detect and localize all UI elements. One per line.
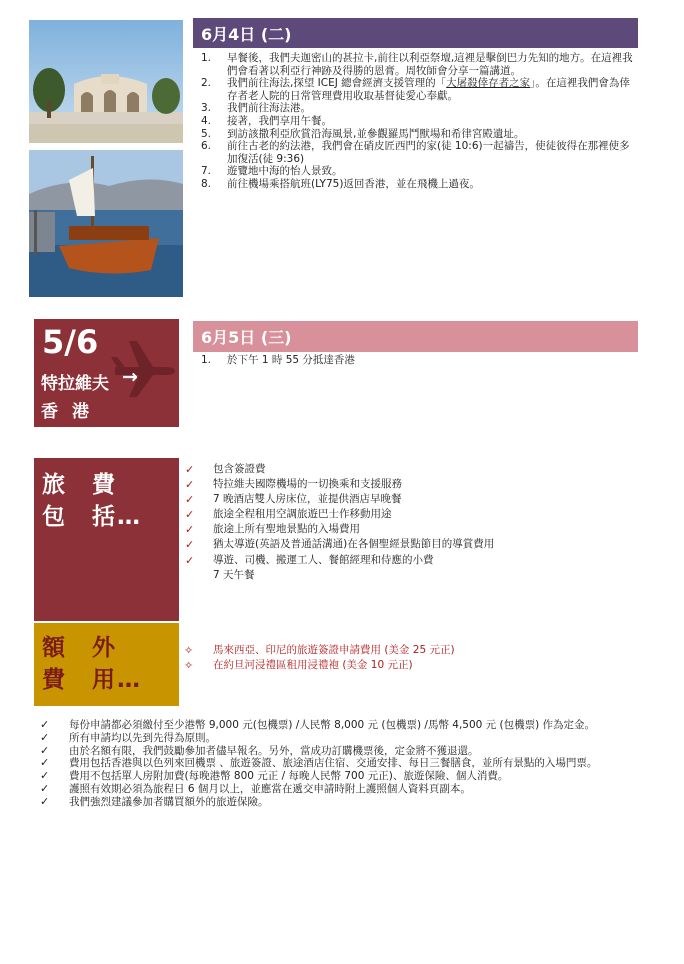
check-icon: ✓ (40, 781, 50, 795)
item-number: 5. (201, 127, 212, 140)
list-item (183, 462, 633, 477)
fee-included-list (183, 462, 633, 583)
from-city: 特拉維夫 (41, 374, 109, 394)
airplane-icon (109, 337, 179, 397)
terms-list (40, 719, 640, 809)
check-icon: ✓ (185, 553, 195, 567)
day2-header-text: 6月5日 (三) (201, 328, 292, 347)
list-item (183, 492, 633, 507)
item-text: 我們強烈建議參加者購買額外的旅遊保險。 (69, 795, 269, 808)
item-number: 1. (201, 52, 212, 64)
check-icon: ✓ (185, 538, 195, 552)
list-item (197, 115, 637, 128)
church-photo-image (29, 20, 183, 143)
item-text: 猶太導遊(英語及普通話溝通)在各個聖經景點節目的導賞費用 (213, 538, 495, 551)
list-item (40, 719, 640, 732)
item-text: 由於名額有限，我們鼓勵參加者儘早報名。另外，當成功訂購機票後，定金將不獲退還。 (69, 744, 479, 757)
list-item (183, 522, 633, 537)
check-icon: ✓ (40, 743, 50, 757)
list-item (40, 796, 640, 809)
boat-photo-image (29, 150, 183, 297)
item-text: 早餐後，我們夫迦密山的甚拉卡,前往以利亞祭壇,這裡是擊倒巴力先知的地方。在這裡我們會看著以利亞行神跡及得勝的恩膏。周牧師會分享一篇講道。 (227, 52, 633, 77)
item-text: 前往機場乘搭航班(LY75)返回香港，並在飛機上過夜。 (227, 177, 480, 190)
list-item (183, 658, 633, 673)
check-icon: ✓ (185, 493, 195, 507)
list-item (197, 102, 637, 115)
list-item (183, 643, 633, 658)
check-icon: ✓ (185, 508, 195, 522)
list-item-continuation (183, 568, 633, 583)
day1-header-text: 6月4日 (二) (201, 24, 292, 44)
item-text: 旅途上所有聖地景點的入場費用 (213, 523, 360, 536)
check-icon: ✓ (185, 478, 195, 492)
check-icon: ✓ (185, 523, 195, 537)
list-item (197, 77, 637, 102)
item-number: 1. (201, 354, 212, 366)
day1-itinerary (197, 52, 637, 191)
boat-photo (29, 150, 183, 297)
item-number: 8. (201, 177, 212, 190)
check-icon: ✓ (40, 718, 50, 731)
list-item (40, 757, 640, 770)
item-number: 7. (201, 165, 212, 178)
item-text: 遊覽地中海的怡人景致。 (227, 165, 343, 178)
item-text: 馬來西亞、印尼的旅遊簽證申請費用 (美金 25 元正) (213, 644, 455, 656)
list-item (183, 537, 633, 552)
item-text: 費用包括香港與以色列來回機票 、旅遊簽證、旅途酒店住宿、交通安排、每日三餐膳食，並所有景點的入場門票。 (69, 757, 598, 770)
item-text: 特拉維夫國際機場的一切換乘和支援服務 (213, 478, 402, 491)
fee-included-block (34, 458, 179, 621)
check-icon: ✓ (40, 730, 50, 744)
item-text: 7 天午餐 (213, 568, 255, 581)
list-item (40, 770, 640, 783)
list-item (197, 354, 637, 367)
day1-header (193, 18, 638, 48)
day2-header (193, 321, 638, 352)
item-number: 6. (201, 140, 212, 153)
to-city: 香港 (41, 402, 103, 422)
extra-fee-title-line1: 額 外 (42, 635, 117, 661)
list-item (197, 178, 637, 191)
item-text: 接著，我們享用午餐。 (227, 114, 332, 127)
list-item (40, 783, 640, 796)
item-text: 旅途全程租用空調旅遊巴士作移動用途 (213, 508, 392, 521)
list-item (183, 477, 633, 492)
check-icon: ✓ (185, 463, 195, 476)
item-text: 每份申請都必須繳付至少港幣 9,000 元(包機票) /人民幣 8,000 元 (包機票) /馬幣 4,500 元 (包機票) 作為定金。 (69, 719, 596, 731)
list-item (40, 745, 640, 758)
date-block (34, 319, 179, 427)
list-item (40, 732, 640, 745)
list-item (183, 507, 633, 522)
survivors-home-link-text: 大屠殺倖存者之家 (446, 77, 531, 90)
item-text: 在約旦河浸禮區租用浸禮袍 (美金 10 元正) (213, 659, 413, 671)
check-icon: ✓ (40, 794, 50, 808)
item-text: 於下午 1 時 55 分抵達香港 (227, 354, 355, 366)
sparkle-icon: ✧ (184, 644, 194, 657)
item-text: 」。在這裡我們會為倖存者老人院的日常管理費用收取基督徒愛心奉獻。 (227, 77, 630, 102)
item-text: 我們前往海法港。 (227, 102, 311, 115)
item-text: 7 晚酒店雙人房床位，並提供酒店早晚餐 (213, 493, 402, 506)
item-text: 我們前往海法,探望 ICEJ 總會經濟支援管理的「 (227, 77, 447, 90)
date-text: 5/6 (42, 323, 99, 361)
item-text: 包含簽證費 (213, 463, 266, 475)
extra-fee-list (183, 643, 633, 673)
item-text: 費用不包括單人房附加費(每晚港幣 800 元正 / 每晚人民幣 700 元正)、旅遊保險、個人消費。 (69, 770, 509, 783)
arrow-right-icon: → (122, 366, 138, 388)
item-text: 護照有效期必須為旅程日 6 個月以上，並應當在遞交申請時附上護照個人資料頁副本。 (69, 782, 471, 795)
church-photo (29, 20, 183, 143)
item-number: 2. (201, 77, 212, 90)
list-item (197, 140, 637, 165)
item-number: 3. (201, 102, 212, 115)
fee-included-title-line2: 包 括… (42, 504, 142, 530)
list-item (197, 128, 637, 141)
item-text: 導遊、司機、搬運工人、餐館經理和侍應的小費 (213, 553, 434, 566)
item-number: 4. (201, 114, 212, 127)
check-icon: ✓ (40, 769, 50, 783)
item-text: 所有申請均以先到先得為原則。 (69, 731, 216, 744)
extra-fee-title-line2: 費 用… (42, 667, 142, 693)
list-item (197, 52, 637, 77)
item-text: 前往古老的約法港，我們會在硝皮匠西門的家(徒 10:6)一起禱告，使徒彼得在那裡使多加復活(徒 9:36) (227, 140, 630, 165)
item-text: 到訪該撒利亞欣賞沿海風景,並參觀羅馬鬥獸場和希律宮殿遺址。 (227, 127, 525, 140)
check-icon: ✓ (40, 756, 50, 770)
extra-fee-block (34, 623, 179, 706)
sparkle-icon: ✧ (184, 659, 194, 672)
day2-itinerary (197, 354, 637, 367)
list-item (197, 165, 637, 178)
list-item (183, 553, 633, 568)
fee-included-title-line1: 旅 費 (42, 472, 117, 498)
